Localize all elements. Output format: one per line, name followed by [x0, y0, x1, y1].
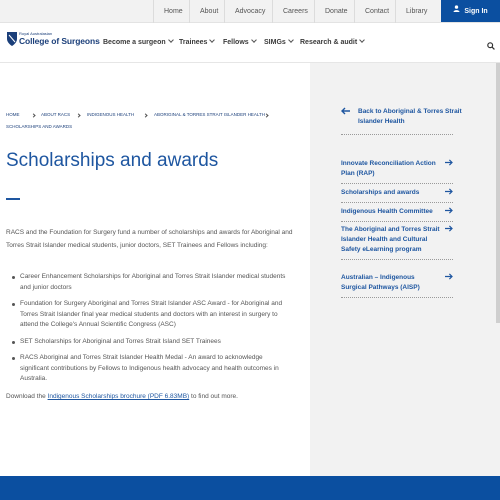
- main-nav: [0, 23, 500, 63]
- chevron-down-icon: [359, 37, 365, 43]
- nav-label: SIMGs: [264, 39, 286, 46]
- util-link-library[interactable]: Library: [395, 0, 437, 23]
- util-link-contact[interactable]: Contact: [354, 0, 399, 23]
- nav-fellows[interactable]: [223, 39, 256, 46]
- scholarship-list: [12, 272, 292, 391]
- breadcrumb-current: SCHOLARSHIPS AND AWARDS: [6, 124, 73, 129]
- nav-label: Trainees: [179, 39, 208, 46]
- breadcrumb-home[interactable]: HOME: [6, 112, 20, 117]
- utility-bar: [0, 0, 500, 23]
- chevron-down-icon: [210, 37, 216, 43]
- download-paragraph: [6, 393, 238, 400]
- bullet-icon: [12, 276, 15, 279]
- arrow-right-icon: [444, 225, 453, 236]
- list-item: [12, 337, 292, 348]
- sidebar-item-label: Innovate Reconciliation Action Plan (RAP): [341, 160, 436, 177]
- util-link-donate[interactable]: Donate: [314, 0, 358, 23]
- download-suffix: to find out more.: [189, 393, 238, 400]
- crest-icon: [6, 31, 18, 47]
- chevron-right-icon: [76, 113, 80, 117]
- nav-trainees[interactable]: [179, 39, 214, 46]
- arrow-left-icon: [341, 107, 351, 119]
- sidebar-item-label: Indigenous Health Committee: [341, 208, 433, 215]
- brochure-download-link[interactable]: Indigenous Scholarships brochure (PDF 6.83MB): [47, 393, 190, 400]
- chevron-down-icon: [168, 37, 174, 43]
- intro-paragraph: RACS and the Foundation for Surgery fund a number of scholarships and awards for Aboriginal and Torres Strait Islander medical students, junior doctors, SET Trainees and Fellows including:: [6, 229, 293, 249]
- list-item: [12, 272, 292, 293]
- sidebar-item-label: The Aboriginal and Torres Strait Islander Health and Cultural Safety eLearning program: [341, 226, 440, 253]
- chevron-down-icon: [251, 37, 257, 43]
- search-icon[interactable]: [487, 37, 495, 55]
- scrollbar[interactable]: [496, 63, 500, 323]
- sign-in-label: Sign In: [464, 7, 488, 15]
- util-link-about[interactable]: About: [189, 0, 228, 23]
- nav-label: Become a surgeon: [103, 39, 166, 46]
- chevron-right-icon: [31, 113, 35, 117]
- sidebar-item-committee[interactable]: [341, 207, 453, 222]
- nav-label: Research & audit: [300, 39, 358, 46]
- sidebar-item-rap[interactable]: [341, 159, 453, 184]
- list-item-text: Foundation for Surgery Aboriginal and Torres Strait Islander ASC Award - for Aboriginal and Torres Strait Islander final year medical students and doctors with an interest in surgery to attend the College's Annual Scientific Congress (ASC): [20, 300, 283, 328]
- list-item: [12, 299, 292, 331]
- sidebar-item-label: Australian – Indigenous Surgical Pathways (AISP): [341, 274, 420, 291]
- bullet-icon: [12, 341, 15, 344]
- section-sidebar: [310, 63, 500, 476]
- bullet-icon: [12, 357, 15, 360]
- arrow-right-icon: [444, 273, 453, 284]
- logo-line1: Royal Australasian: [19, 31, 53, 36]
- nav-become-a-surgeon[interactable]: [103, 39, 173, 46]
- footer-bar: [0, 476, 500, 500]
- list-item-text: Career Enhancement Scholarships for Aboriginal and Torres Strait Islander medical students and junior doctors: [20, 273, 286, 291]
- arrow-right-icon: [444, 207, 453, 218]
- sidebar-item-elearning[interactable]: [341, 225, 453, 260]
- back-link[interactable]: [341, 107, 466, 127]
- download-prefix: Download the: [6, 393, 48, 400]
- list-item: [12, 353, 292, 385]
- nav-label: Fellows: [223, 39, 249, 46]
- breadcrumb-atsi-health[interactable]: ABORIGINAL & TORRES STRAIT ISLANDER HEALTH: [154, 112, 266, 117]
- chevron-down-icon: [288, 37, 294, 43]
- list-item-text: RACS Aboriginal and Torres Strait Islander Health Medal - An award to acknowledge significant contributions by Fellows to Indigenous health advocacy and health outcomes in Australia.: [20, 354, 279, 382]
- title-underline: [6, 198, 20, 200]
- page-title: Scholarships and awards: [6, 150, 219, 171]
- divider: [341, 134, 453, 135]
- list-item-text: SET Scholarships for Aboriginal and Torres Strait Island SET Trainees: [20, 337, 221, 345]
- bullet-icon: [12, 303, 15, 306]
- nav-simgs[interactable]: [264, 39, 293, 46]
- arrow-right-icon: [444, 159, 453, 170]
- breadcrumb-about-racs[interactable]: ABOUT RACS: [41, 112, 71, 117]
- util-link-advocacy[interactable]: Advocacy: [224, 0, 275, 23]
- logo-line2: College of Surgeons: [19, 36, 100, 46]
- sidebar-item-aisp[interactable]: [341, 273, 453, 298]
- breadcrumb-indigenous-health[interactable]: INDIGENOUS HEALTH: [87, 112, 135, 117]
- person-icon: [453, 0, 460, 22]
- chevron-right-icon: [264, 113, 268, 117]
- sidebar-item-label: Scholarships and awards: [341, 189, 420, 196]
- util-link-careers[interactable]: Careers: [272, 0, 318, 23]
- sidebar-item-scholarships[interactable]: [341, 188, 453, 203]
- sign-in-button[interactable]: [441, 0, 500, 22]
- nav-research-audit[interactable]: [300, 39, 364, 46]
- chevron-right-icon: [143, 113, 147, 117]
- back-link-label: Back to Aboriginal & Torres Strait Islander Health: [358, 108, 462, 125]
- util-link-home[interactable]: Home: [153, 0, 193, 23]
- arrow-right-icon: [444, 188, 453, 199]
